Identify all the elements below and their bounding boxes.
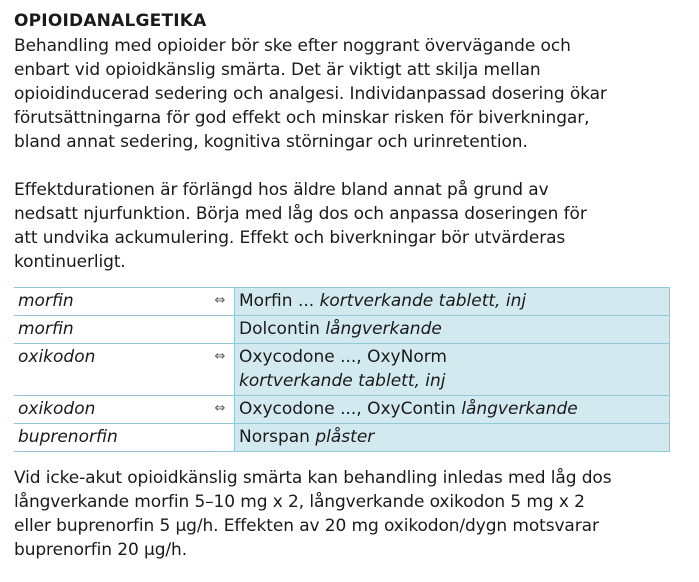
text-line: kontinuerligt. bbox=[14, 252, 126, 272]
preparation-name: Dolcontin bbox=[239, 319, 320, 339]
drug-row bbox=[14, 316, 670, 344]
exchange-icon bbox=[206, 424, 235, 452]
preparation-note: långverkande bbox=[325, 319, 442, 339]
dosing-paragraph bbox=[14, 466, 690, 562]
preparation-cell bbox=[235, 396, 670, 424]
exchange-icon: ⇔ bbox=[206, 396, 235, 424]
text-line: Effektdurationen är förlängd hos äldre bland annat på grund av bbox=[14, 180, 549, 200]
substance-cell: morfin bbox=[14, 316, 206, 344]
text-line: bland annat sedering, kognitiva störningar och urinretention. bbox=[14, 132, 528, 152]
preparation-note: kortverkande tablett, inj bbox=[319, 291, 527, 311]
exchange-icon: ⇔ bbox=[206, 344, 235, 396]
preparation-note: kortverkande tablett, inj bbox=[239, 371, 446, 391]
preparation-cell bbox=[235, 316, 670, 344]
section-heading: OPIOIDANALGETIKA bbox=[14, 11, 207, 31]
substance-cell: morfin bbox=[14, 288, 206, 316]
substance-cell: oxikodon bbox=[14, 396, 206, 424]
text-line: långverkande morfin 5–10 mg x 2, långverkande oxikodon 5 mg x 2 bbox=[14, 492, 585, 512]
duration-paragraph bbox=[14, 178, 690, 274]
preparation-cell bbox=[235, 344, 670, 396]
text-line: nedsatt njurfunktion. Börja med låg dos och anpassa doseringen för bbox=[14, 204, 587, 224]
substance-cell: buprenorfin bbox=[14, 424, 206, 452]
drug-row bbox=[14, 396, 670, 424]
intro-paragraph bbox=[14, 34, 690, 154]
exchange-icon bbox=[206, 316, 235, 344]
drug-row bbox=[14, 344, 670, 396]
preparation-cell bbox=[235, 424, 670, 452]
substance-cell: oxikodon bbox=[14, 344, 206, 396]
text-line: att undvika ackumulering. Effekt och biverkningar bör utvärderas bbox=[14, 228, 566, 248]
text-line: Behandling med opioider bör ske efter noggrant övervägande och bbox=[14, 36, 571, 56]
drug-table bbox=[14, 287, 670, 452]
drug-row bbox=[14, 424, 670, 452]
text-line: Vid icke-akut opioidkänslig smärta kan behandling inledas med låg dos bbox=[14, 468, 612, 488]
preparation-note: plåster bbox=[315, 427, 375, 447]
text-line: buprenorfin 20 μg/h. bbox=[14, 540, 188, 560]
text-line: opioidinducerad sedering och analgesi. Individanpassad dosering ökar bbox=[14, 84, 607, 104]
preparation-cell bbox=[235, 288, 670, 316]
text-line: enbart vid opioidkänslig smärta. Det är viktigt att skilja mellan bbox=[14, 60, 541, 80]
preparation-name: Oxycodone ..., OxyNorm bbox=[239, 347, 447, 367]
text-line: förutsättningarna för god effekt och minskar risken för biverkningar, bbox=[14, 108, 590, 128]
drug-row bbox=[14, 288, 670, 316]
preparation-note: långverkande bbox=[461, 399, 578, 419]
preparation-name: Oxycodone ..., OxyContin bbox=[239, 399, 456, 419]
preparation-name: Morfin ... bbox=[239, 291, 315, 311]
text-line: eller buprenorfin 5 μg/h. Effekten av 20 mg oxikodon/dygn motsvarar bbox=[14, 516, 599, 536]
preparation-name: Norspan bbox=[239, 427, 310, 447]
exchange-icon: ⇔ bbox=[206, 288, 235, 316]
